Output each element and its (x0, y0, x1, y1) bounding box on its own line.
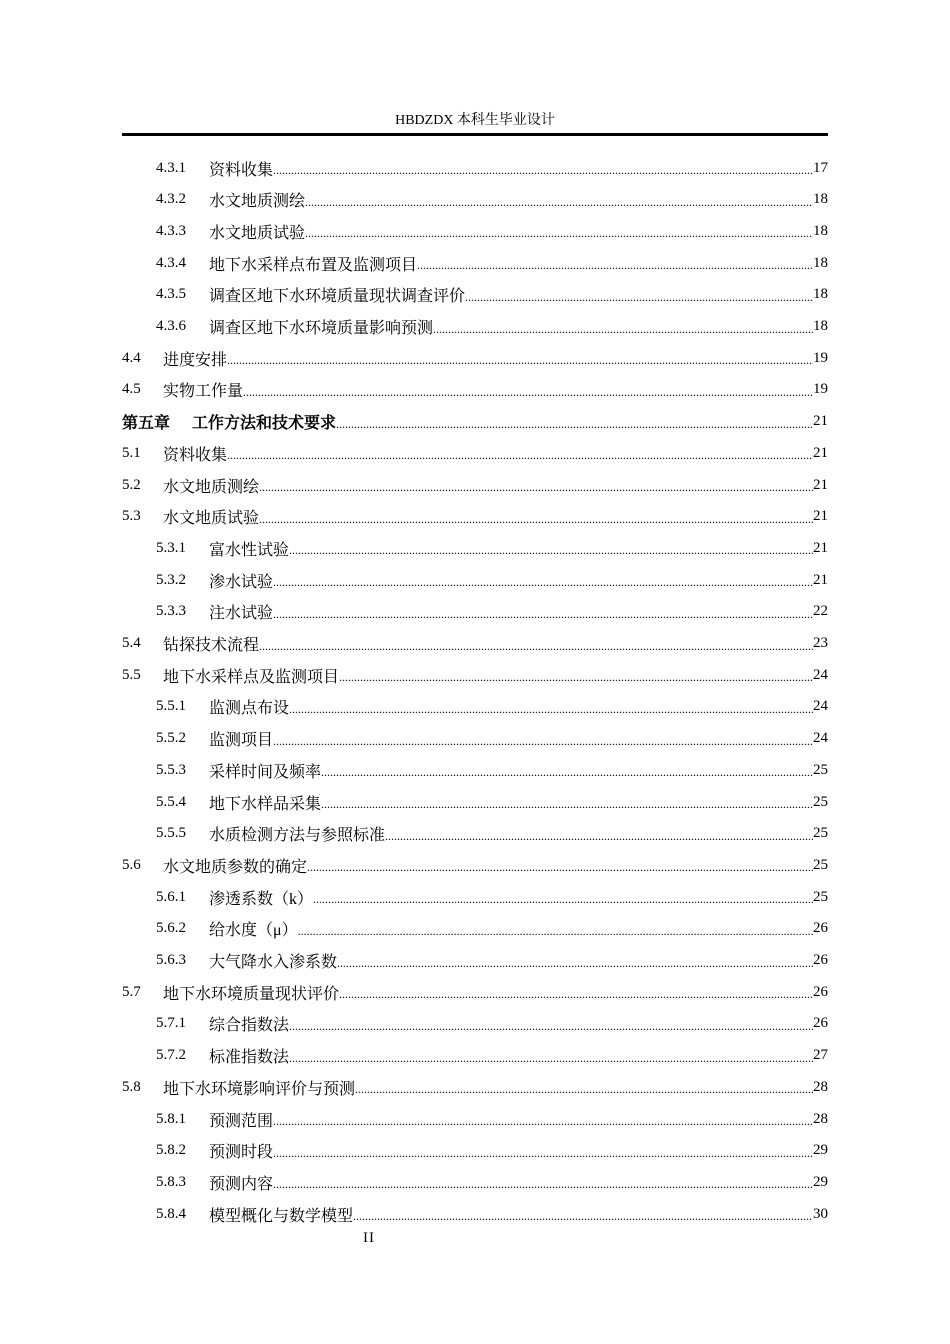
toc-entry-page: 21 (813, 476, 828, 493)
toc-entry-title: 地下水环境质量现状评价 (163, 985, 340, 1003)
toc-entry-number: 5.8.4 (156, 1205, 186, 1222)
toc-entry-page: 24 (813, 698, 828, 715)
toc-entry[interactable] (156, 1198, 828, 1230)
toc-entry-page: 21 (813, 413, 828, 430)
toc-entry[interactable] (156, 215, 828, 247)
toc-entry[interactable] (156, 754, 828, 786)
toc-dot-leader (273, 1116, 813, 1126)
toc-dot-leader (273, 1179, 813, 1189)
toc-entry-number: 4.3.5 (156, 286, 186, 303)
toc-entry-title: 水文地质测绘 (163, 478, 260, 496)
toc-entry-number: 5.7 (122, 983, 141, 1000)
toc-entry[interactable] (156, 945, 828, 977)
toc-entry-number: 5.7.2 (156, 1047, 186, 1064)
toc-entry-page: 26 (813, 1015, 828, 1032)
toc-dot-leader (321, 767, 813, 777)
toc-entry-title: 标准指数法 (209, 1049, 290, 1067)
toc-entry-page: 18 (813, 222, 828, 239)
toc-entry-page: 29 (813, 1142, 828, 1159)
toc-entry[interactable] (156, 311, 828, 343)
toc-dot-leader (259, 641, 813, 651)
toc-entry-title: 调查区地下水环境质量现状调查评价 (209, 288, 466, 306)
toc-entry-page: 25 (813, 793, 828, 810)
toc-dot-leader (227, 450, 813, 460)
toc-entry-page: 26 (813, 983, 828, 1000)
toc-entry-number: 5.5.1 (156, 698, 186, 715)
toc-entry-title: 资料收集 (209, 161, 274, 179)
toc-entry-title: 地下水采样点及监测项目 (163, 668, 340, 686)
toc-entry-page: 28 (813, 1110, 828, 1127)
toc-entry-page: 25 (813, 888, 828, 905)
page-number: II (363, 1230, 375, 1246)
toc-entry-page: 26 (813, 920, 828, 937)
toc-entry-number: 5.3.1 (156, 539, 186, 556)
toc-entry-title: 水文地质试验 (163, 510, 260, 528)
toc-entry-title: 综合指数法 (209, 1017, 290, 1035)
toc-entry-title: 调查区地下水环境质量影响预测 (209, 320, 434, 337)
toc-entry-title: 采样时间及频率 (209, 763, 322, 781)
toc-entry-number: 第五章 (122, 415, 171, 433)
toc-entry-number: 5.6.1 (156, 888, 186, 905)
toc-dot-leader (289, 545, 813, 555)
toc-entry[interactable] (156, 913, 828, 945)
toc-entry[interactable] (156, 596, 828, 628)
toc-entry-page: 29 (813, 1173, 828, 1190)
toc-dot-leader (305, 228, 813, 238)
toc-dot-leader (298, 926, 813, 936)
toc-entry-page: 25 (813, 761, 828, 778)
toc-entry[interactable] (122, 628, 828, 660)
toc-entry-title: 模型概化与数学模型 (209, 1207, 354, 1225)
toc-dot-leader (243, 387, 813, 397)
toc-entry[interactable] (122, 976, 828, 1008)
toc-entry-number: 5.7.1 (156, 1015, 186, 1032)
toc-dot-leader (313, 894, 813, 904)
toc-entry-title: 注水试验 (209, 605, 274, 623)
toc-entry[interactable] (156, 881, 828, 913)
toc-dot-leader (273, 609, 813, 619)
toc-entry-title: 资料收集 (163, 446, 228, 464)
toc-entry-number: 5.8.2 (156, 1142, 186, 1159)
toc-entry-page: 21 (813, 571, 828, 588)
toc-dot-leader (307, 862, 813, 872)
toc-dot-leader (355, 1084, 813, 1094)
toc-entry-number: 4.3.4 (156, 254, 186, 271)
toc-entry[interactable] (122, 849, 828, 881)
toc-entry-page: 22 (813, 603, 828, 620)
toc-entry-number: 5.3.2 (156, 571, 186, 588)
toc-entry-title: 渗水试验 (209, 573, 274, 591)
toc-entry-number: 5.3.3 (156, 603, 186, 620)
toc-entry-page: 30 (813, 1205, 828, 1222)
toc-entry[interactable] (156, 184, 828, 216)
toc-entry[interactable] (122, 1071, 828, 1103)
toc-dot-leader (289, 704, 813, 714)
toc-entry-title: 预测内容 (209, 1175, 274, 1193)
toc-entry-title: 钻探技术流程 (163, 637, 260, 654)
toc-entry-title: 工作方法和技术要求 (192, 415, 337, 433)
toc-entry-title: 给水度（μ） (209, 922, 298, 940)
toc-entry-title: 进度安排 (163, 351, 228, 369)
toc-entry-page: 28 (813, 1078, 828, 1095)
toc-entry-number: 4.3.2 (156, 191, 186, 208)
toc-dot-leader (417, 260, 813, 270)
toc-entry-number: 5.8.3 (156, 1173, 186, 1190)
toc-entry[interactable] (156, 152, 828, 184)
toc-entry[interactable] (122, 406, 828, 438)
toc-entry[interactable] (156, 532, 828, 564)
toc-dot-leader (336, 419, 813, 429)
toc-dot-leader (227, 355, 813, 365)
toc-entry-page: 18 (813, 254, 828, 271)
toc-entry[interactable] (156, 818, 828, 850)
toc-entry-number: 4.3.3 (156, 222, 186, 239)
toc-dot-leader (289, 1053, 813, 1063)
toc-dot-leader (433, 324, 813, 334)
toc-entry-page: 17 (813, 159, 828, 176)
toc-entry-title: 预测范围 (209, 1112, 274, 1130)
toc-dot-leader (259, 482, 813, 492)
toc-dot-leader (321, 799, 813, 809)
toc-entry-page: 19 (813, 349, 828, 366)
toc-entry[interactable] (122, 342, 828, 374)
toc-entry-number: 5.4 (122, 635, 141, 651)
toc-entry-title: 地下水样品采集 (209, 795, 322, 813)
toc-entry-number: 5.6.3 (156, 952, 186, 968)
toc-entry[interactable] (156, 279, 828, 311)
toc-entry-number: 5.1 (122, 444, 141, 461)
toc-entry-number: 5.5.3 (156, 761, 186, 778)
toc-entry-title: 富水性试验 (209, 541, 290, 559)
toc-dot-leader (337, 958, 813, 968)
toc-entry[interactable] (122, 437, 828, 469)
toc-dot-leader (339, 989, 813, 999)
toc-entry-title: 水文地质试验 (209, 224, 306, 242)
toc-entry-page: 27 (813, 1047, 828, 1064)
toc-entry-number: 5.8.1 (156, 1110, 186, 1127)
toc-entry-number: 4.5 (122, 381, 141, 398)
toc-entry[interactable] (156, 1008, 828, 1040)
toc-entry[interactable] (156, 1135, 828, 1167)
toc-entry-title: 监测项目 (209, 732, 274, 750)
toc-entry-title: 预测时段 (209, 1144, 274, 1162)
toc-entry-number: 5.3 (122, 508, 141, 525)
toc-entry-page: 23 (813, 635, 828, 651)
toc-entry-title: 监测点布设 (209, 700, 290, 718)
toc-entry-number: 5.6 (122, 856, 141, 873)
toc-dot-leader (385, 831, 813, 841)
toc-dot-leader (273, 577, 813, 587)
toc-entry-page: 24 (813, 666, 828, 683)
toc-entry-title: 水质检测方法与参照标准 (209, 827, 386, 845)
toc-entry[interactable] (156, 247, 828, 279)
toc-dot-leader (465, 292, 813, 302)
toc-entry-number: 4.3.1 (156, 159, 186, 176)
toc-entry-number: 5.2 (122, 476, 141, 493)
toc-entry-number: 5.5.4 (156, 793, 186, 810)
toc-entry-page: 18 (813, 318, 828, 334)
toc-entry[interactable] (156, 564, 828, 596)
toc-entry-number: 4.3.6 (156, 318, 186, 334)
toc-entry-number: 5.6.2 (156, 920, 186, 937)
toc-entry-page: 24 (813, 730, 828, 747)
toc-dot-leader (339, 672, 813, 682)
toc-entry-page: 18 (813, 286, 828, 303)
toc-entry-page: 25 (813, 856, 828, 873)
toc-entry[interactable] (122, 469, 828, 501)
toc-entry[interactable] (122, 501, 828, 533)
toc-entry-title: 水文地质测绘 (209, 193, 306, 211)
toc-entry[interactable] (122, 374, 828, 406)
toc-dot-leader (259, 514, 813, 524)
toc-entry-page: 18 (813, 191, 828, 208)
toc-dot-leader (305, 197, 813, 207)
toc-entry-page: 21 (813, 539, 828, 556)
toc-entry[interactable] (156, 723, 828, 755)
toc-dot-leader (289, 1021, 813, 1031)
toc-dot-leader (353, 1211, 813, 1221)
toc-entry-page: 19 (813, 381, 828, 398)
toc-entry-page: 26 (813, 952, 828, 968)
page-header: HBDZDX 本科生毕业设计 (395, 113, 555, 128)
toc-entry[interactable] (156, 786, 828, 818)
toc-entry[interactable] (156, 1103, 828, 1135)
toc-entry-title: 水文地质参数的确定 (163, 858, 308, 876)
toc-dot-leader (273, 736, 813, 746)
toc-entry-title: 渗透系数（k） (209, 890, 314, 908)
toc-entry-title: 地下水采样点布置及监测项目 (209, 256, 418, 274)
toc-entry-title: 实物工作量 (163, 383, 244, 401)
toc-entry-number: 5.5 (122, 666, 141, 683)
toc-entry[interactable] (122, 659, 828, 691)
toc-entry[interactable] (156, 691, 828, 723)
toc-entry-page: 25 (813, 825, 828, 842)
toc-entry-title: 大气降水入渗系数 (209, 954, 338, 971)
toc-entry-number: 5.5.5 (156, 825, 186, 842)
toc-entry-number: 5.5.2 (156, 730, 186, 747)
header-rule (122, 133, 828, 136)
toc-entry-number: 4.4 (122, 349, 141, 366)
toc-dot-leader (273, 1148, 813, 1158)
toc-entry[interactable] (156, 1040, 828, 1072)
toc-entry[interactable] (156, 1166, 828, 1198)
toc-entry-page: 21 (813, 508, 828, 525)
toc-dot-leader (273, 165, 813, 175)
toc-entry-title: 地下水环境影响评价与预测 (163, 1080, 356, 1098)
toc-entry-page: 21 (813, 444, 828, 461)
toc-entry-number: 5.8 (122, 1078, 141, 1095)
